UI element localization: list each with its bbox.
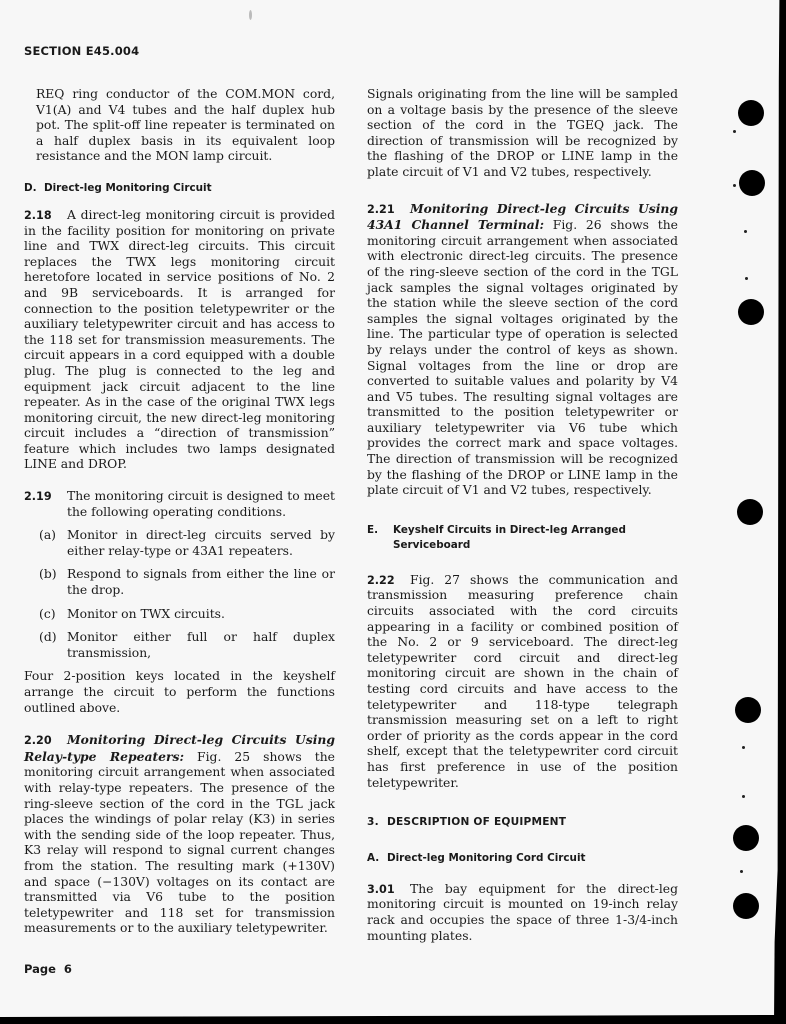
binder-hole-icon — [739, 170, 765, 196]
section-d-heading — [24, 181, 335, 196]
paragraph-number: 2.22 — [367, 573, 395, 587]
list-text: Monitor either full or half duplex transmission, — [67, 630, 335, 660]
scan-speck — [740, 870, 743, 873]
paragraph-title: Monitoring Direct-leg Circuits Using 43A1 Channel Terminal: — [367, 200, 678, 233]
paragraph-number: 2.21 — [367, 202, 395, 216]
scan-edge-right — [774, 0, 786, 1024]
paragraph-2-19-closing: Four 2-position keys located in the keyshelf arrange the circuit to perform the functions outlined above. — [24, 669, 335, 715]
binder-hole-icon — [733, 893, 759, 919]
paragraph-number: 2.20 — [24, 734, 52, 748]
intro-continuation: REQ ring conductor of the COM.MON cord, V1(A) and V4 tubes and the half duplex hub pot. The split-off line repeater is terminated on a half duplex basis in its equivalent loop resistance and the MON lamp circuit. — [36, 87, 335, 164]
section-3-title: DESCRIPTION OF EQUIPMENT — [387, 816, 567, 829]
binder-hole-icon — [738, 100, 764, 126]
section-3a-heading — [367, 851, 678, 866]
paragraph-number: 3.01 — [367, 882, 395, 896]
list-label: (b) — [39, 567, 57, 582]
paragraph-text: A direct-leg monitoring circuit is provided in the facility position for monitoring on private line and TWX direct-leg circuits. This circuit replaces the TWX legs monitoring circuit heretofore located in service positions of No. 2 and 9B serviceboards. It is arranged for connection to the position teletypewriter or the auxiliary teletypewriter circuit and has access to the 118 set for transmission measurements. The circuit appears in a cord equipped with a double plug. The plug is connected to the leg and equipment jack circuit adjacent to the line repeater. As in the case of the original TWX legs monitoring circuit, the new direct-leg monitoring circuit includes a “direction of transmission” feature which includes two lamps designated LINE and DROP. — [24, 207, 335, 472]
paragraph-text: Fig. 25 shows the monitoring circuit arrangement when associated with relay-type repeaters. The presence of the ring-sleeve section of the cord in the TGL jack places the windings of polar relay (K3) in series with the sending side of the loop repeater. Thus, K3 relay will respond to signal current changes from the station. The resulting mark (+130V) and space (−130V) voltages on its contact are transmitted via V6 tube to the position teletypewriter and 118 set for transmission measurements or to the auxiliary teletypewriter. — [24, 749, 335, 936]
paragraph-number: 2.19 — [24, 490, 52, 504]
binder-hole-icon — [735, 697, 761, 723]
scan-speck — [733, 184, 736, 187]
section-3-heading — [367, 815, 678, 831]
section-e-heading — [367, 523, 678, 553]
binder-hole-icon — [733, 825, 759, 851]
list-label: (a) — [39, 528, 56, 543]
list-item-a — [24, 528, 335, 559]
paragraph-text: Fig. 26 shows the monitoring circuit arrangement when associated with electronic direct-leg circuits. The presence of the ring-sleeve section of the cord in the TGL jack samples the signal voltages originated by the station while the sleeve section of the cord samples the signal voltages originated by the line. The particular type of operation is selected by relays under the control of keys as shown. Signal voltages from the line or drop are converted to suitable values and polarity by V4 and V5 tubes. The resulting signal voltages are transmitted to the position teletypewriter or auxiliary teletypewriter via V6 tube which provides the correct mark and space voltages. The direction of transmission will be recognized by the flashing of the DROP or LINE lamp in the plate circuit of V1 and V2 tubes, respectively. — [367, 218, 678, 498]
scan-speck — [742, 746, 745, 749]
scan-edge-bottom — [0, 1014, 786, 1024]
paragraph-text: The monitoring circuit is designed to meet the following operating conditions. — [67, 489, 335, 519]
scan-speck — [744, 230, 747, 233]
section-header: SECTION E45.004 — [24, 44, 140, 58]
continuation-text: Signals originating from the line will be sampled on a voltage basis by the presence of the sleeve section of the cord in the TGEQ jack. The direction of transmission will be recognized by the flashing of the DROP or LINE lamp in the plate circuit of V1 and V2 tubes, respectively. — [367, 87, 678, 179]
list-item-d — [24, 630, 335, 661]
list-item-c — [24, 607, 335, 623]
list-item-b — [24, 567, 335, 598]
list-label: (d) — [39, 630, 57, 645]
list-label: (c) — [39, 606, 56, 621]
paragraph-text: Fig. 27 shows the communication and transmission measuring preference chain circuits associated with the cord circuits appearing in a facility or combined position of the No. 2 or 9 serviceboard. The direct-leg teletypewriter cord circuit and direct-leg monitoring circuit are shown in the chain of testing cord circuits and have access to the teletypewriter and 118-type telegraph transmission measuring set on a left to right order of priority as the cords appear in the cord shelf, except that the teletypewriter cord circuit has first preference in use of the position teletypewriter. — [367, 572, 678, 790]
section-e-label: E. — [367, 523, 379, 536]
paragraph-2-22 — [367, 573, 678, 791]
paragraph-title: Monitoring Direct-leg Circuits Using Relay-type Repeaters: — [24, 732, 335, 764]
paragraph-number: 2.18 — [24, 208, 52, 222]
paragraph-text: The bay equipment for the direct-leg monitoring circuit is mounted on 19-inch relay rack and occupies the space of three 1-3/4-inch mounting plates. — [367, 881, 678, 943]
binder-hole-icon — [738, 299, 764, 325]
binder-hole-icon — [737, 499, 763, 525]
paragraph-3-01 — [367, 882, 678, 944]
section-3-label: 3. — [367, 816, 379, 829]
scan-speck — [742, 795, 745, 798]
section-d-label: D. — [24, 181, 37, 194]
scan-speck — [733, 130, 736, 133]
paragraph-2-18 — [24, 208, 335, 473]
paragraph-2-20 — [24, 732, 335, 937]
scan-smudge — [249, 10, 252, 20]
section-d-title: Direct-leg Monitoring Circuit — [44, 181, 212, 194]
left-column — [24, 87, 335, 937]
page-number: Page 6 — [24, 962, 72, 976]
section-3a-label: A. — [367, 851, 380, 864]
section-3a-title: Direct-leg Monitoring Cord Circuit — [387, 851, 586, 864]
paragraph-2-19 — [24, 489, 335, 520]
right-column — [367, 87, 678, 944]
list-text: Monitor in direct-leg circuits served by either relay-type or 43A1 repeaters. — [67, 528, 335, 558]
list-text: Monitor on TWX circuits. — [67, 606, 225, 621]
list-text: Respond to signals from either the line or the drop. — [67, 567, 335, 598]
section-e-title: Keyshelf Circuits in Direct-leg Arranged Serviceboard — [393, 523, 626, 551]
scan-speck — [745, 277, 748, 280]
paragraph-2-21 — [367, 201, 678, 499]
